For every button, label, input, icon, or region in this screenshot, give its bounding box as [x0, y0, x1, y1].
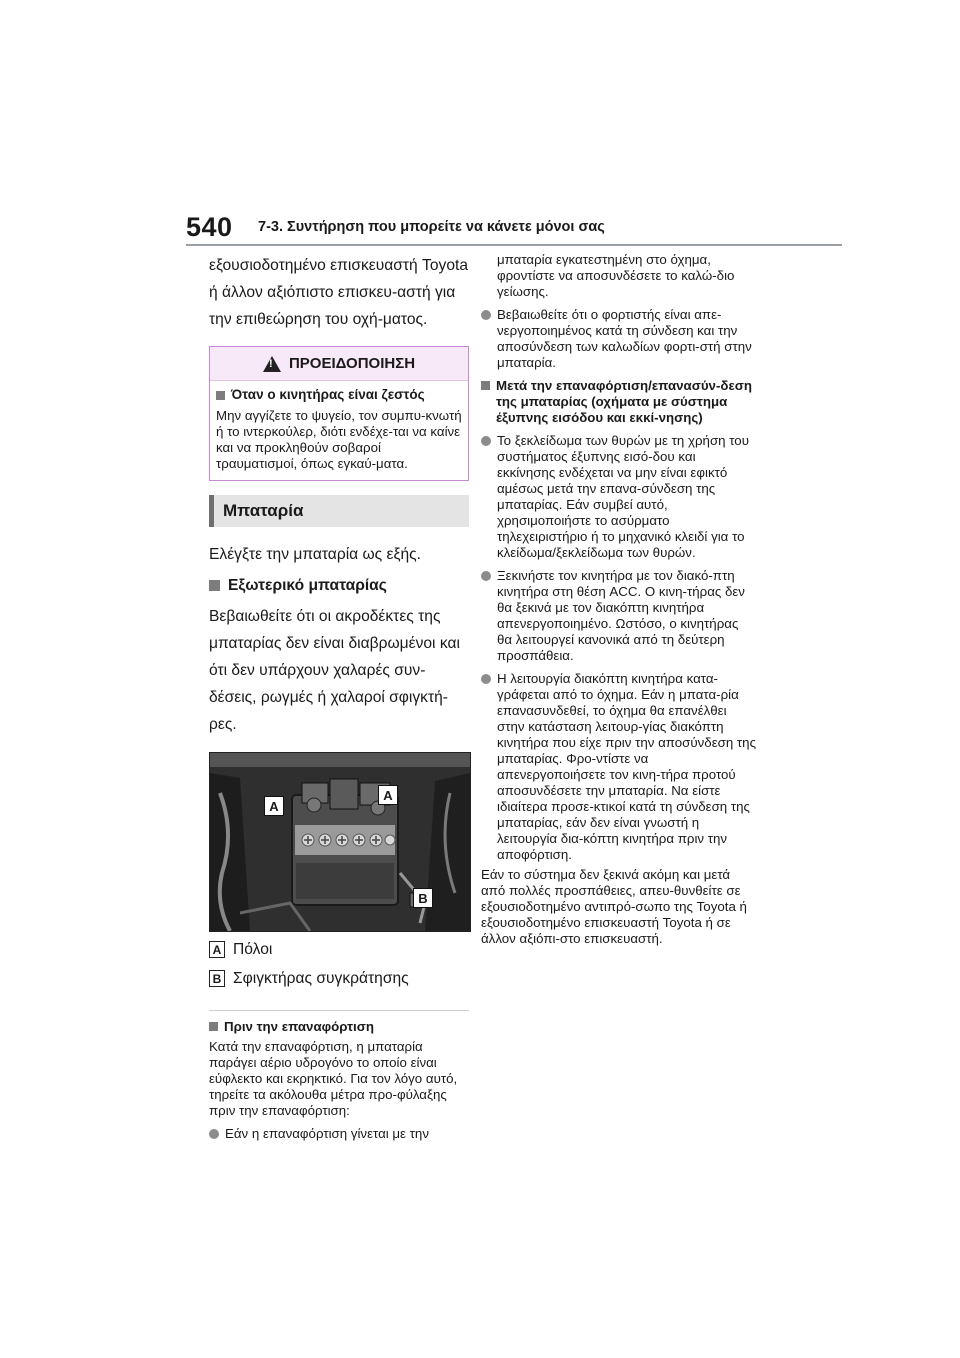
- before-recharge-heading: [209, 1019, 469, 1035]
- warning-heading-text: Όταν ο κινητήρας είναι ζεστός: [231, 387, 425, 402]
- section-title-bar: [209, 495, 469, 527]
- continued-text: μπαταρία εγκατεστημένη στο όχημα, φροντίστε να αποσυνδέσετε το καλώ-διο γείωσης.: [497, 252, 735, 299]
- warning-text: Μην αγγίζετε το ψυγείο, τον συμπυ-κνωτή ή το ιντερκούλερ, διότι ενδέχε-ται να καίνε και να προκληθούν σοβαροί τραυματισμοί, όπως εγκαύ-ματα.: [216, 408, 462, 471]
- legend-key: B: [209, 970, 225, 987]
- legend-label: Πόλοι: [233, 941, 273, 958]
- page-number: 540: [186, 212, 233, 242]
- before-recharge-text: Κατά την επαναφόρτιση, η μπαταρία παράγει αέριο υδρογόνο το οποίο είναι εύφλεκτο και εκρηκτικό. Για τον λόγο αυτό, τηρείτε τα ακόλουθα μέτρα προ-φύλαξης πριν την επαναφόρτιση:: [209, 1039, 458, 1118]
- round-bullet-icon: [481, 674, 491, 684]
- check-text: Ελέγξτε την μπαταρία ως εξής.: [209, 546, 421, 563]
- divider: [209, 1010, 469, 1011]
- intro-paragraph: εξουσιοδοτημένο επισκευαστή Toyota ή άλλον αξιόπιστο επισκευ-αστή για την επιθεώρηση του οχή-ματος.: [209, 257, 469, 328]
- callout-a-left: A: [264, 796, 284, 816]
- bullet-text: Εάν η επαναφόρτιση γίνεται με την: [225, 1126, 429, 1141]
- exterior-text: Βεβαιωθείτε ότι οι ακροδέκτες της μπαταρίας δεν είναι διαβρωμένοι και ότι δεν υπάρχουν χαλαρές συν-δέσεις, ρωγμές ή χαλαροί σφιγκτή-ρες.: [209, 608, 460, 733]
- list-item: [481, 307, 756, 371]
- warning-header: [210, 347, 468, 381]
- list-item: [209, 1126, 469, 1142]
- left-column: [209, 252, 469, 1142]
- header-divider: [186, 244, 842, 246]
- round-bullet-icon: [481, 436, 491, 446]
- legend-key: A: [209, 941, 225, 958]
- section-title: Μπαταρία: [223, 501, 304, 520]
- square-bullet-icon: [216, 391, 225, 400]
- square-bullet-icon: [209, 1022, 218, 1031]
- legend-label: Σφιγκτήρας συγκράτησης: [233, 970, 409, 987]
- bullet-text: Ξεκινήστε τον κινητήρα με τον διακό-πτη κινητήρα στη θέση ACC. Ο κινη-τήρας δεν θα ξεκινά με τον διακόπτη κινητήρα απενεργοποιημένο. Ωστόσο, ο κινητήρας θα λειτουργεί κανονικά από τη δεύτερη προσπάθεια.: [497, 568, 745, 663]
- legend-item: [209, 965, 469, 992]
- callout-b: B: [413, 888, 433, 908]
- battery-photo: [209, 752, 471, 932]
- warning-triangle-icon: [263, 356, 281, 372]
- list-item: [481, 568, 756, 664]
- round-bullet-icon: [481, 310, 491, 320]
- before-recharge-heading-text: Πριν την επαναφόρτιση: [224, 1019, 374, 1034]
- warning-body: [210, 381, 468, 480]
- callout-a-right: A: [378, 785, 398, 805]
- list-item: [481, 433, 756, 561]
- warning-heading: [216, 387, 462, 403]
- round-bullet-icon: [481, 571, 491, 581]
- exterior-heading-text: Εξωτερικό μπαταρίας: [228, 577, 387, 594]
- chapter-title: 7-3. Συντήρηση που μπορείτε να κάνετε μόνοι σας: [258, 219, 605, 235]
- square-bullet-icon: [209, 580, 220, 591]
- bullet-text: Η λειτουργία διακόπτη κινητήρα κατα-γράφεται από το όχημα. Εάν η μπατα-ρία επανασυνδεθεί, το όχημα θα επανέλθει στην κατάσταση λειτουρ-γίας διακόπτη κινητήρα που είχε πριν την αποσύνδεση της μπαταρίας. Φρο-ντίστε να απενεργοποιήσετε τον κινη-τήρα προτού αποσυνδέσετε την μπαταρία. Να είστε ιδιαίτερα προσε-κτικοί κατά τη σύνδεση της μπαταρίας, εάν δεν είναι γνωστή η λειτουργία δια-κόπτη κινητήρα πριν την αποφόρτιση.: [497, 671, 756, 862]
- after-recharge-heading: [481, 378, 756, 426]
- exterior-heading: [209, 572, 469, 599]
- bullet-text: Βεβαιωθείτε ότι ο φορτιστής είναι απε-νεργοποιημένος κατά τη σύνδεση και την αποσύνδεση των καλωδίων φορτι-στή στην μπαταρία.: [497, 307, 752, 370]
- round-bullet-icon: [209, 1129, 219, 1139]
- right-column: [481, 252, 756, 947]
- closing-text: Εάν το σύστημα δεν ξεκινά ακόμη και μετά από πολλές προσπάθειες, απευ-θυνθείτε σε εξουσιοδοτημένο αντιπρό-σωπο της Toyota ή εξουσιοδοτημένο επισκευαστή Toyota ή σε άλλον αξιόπι-στο επισκευαστή.: [481, 867, 747, 946]
- square-bullet-icon: [481, 381, 490, 390]
- warning-box: [209, 346, 469, 481]
- after-recharge-heading-text: Μετά την επαναφόρτιση/επανασύν-δεση της μπαταρίας (οχήματα με σύστημα έξυπνης εισόδου και εκκί-νησης): [496, 378, 752, 425]
- warning-title: ΠΡΟΕΙΔΟΠΟΙΗΣΗ: [288, 355, 416, 372]
- bullet-text: Το ξεκλείδωμα των θυρών με τη χρήση του συστήματος έξυπνης εισό-δου και εκκίνησης ενδέχεται να μην είναι εφικτό αμέσως μετά την επανα-σύνδεση της μπαταρίας. Εάν συμβεί αυτό, χρησιμοποιήστε το ασύρματο τηλεχειριστήριο ή το μηχανικό κλειδί για το κλείδωμα/ξεκλείδωμα των θυρών.: [497, 433, 749, 560]
- legend-item: [209, 936, 469, 963]
- list-item: [481, 671, 756, 863]
